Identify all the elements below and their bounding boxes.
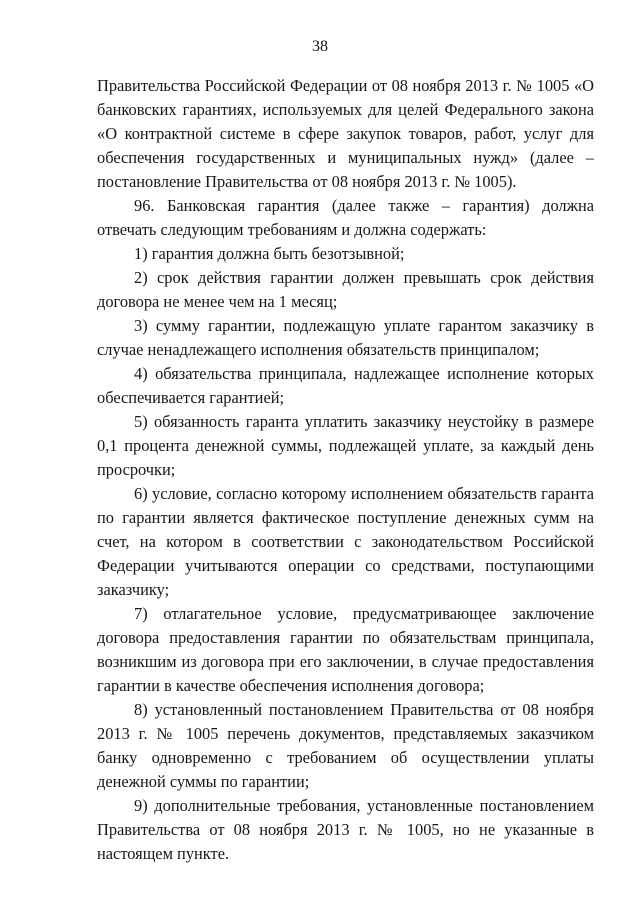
list-item-8: 8) установленный постановлением Правительства от 08 ноября 2013 г. № 1005 перечень документов, представляемых заказчиком банку одновременно с требованием об осуществлении уплаты денежной суммы по гарантии; — [97, 700, 594, 791]
list-item-6: 6) условие, согласно которому исполнением обязательств гаранта по гарантии является фактическое поступление денежных сумм на счет, на котором в соответствии с законодательством Российской Федерации учитываются операции со средствами, поступающими заказчику; — [97, 484, 594, 599]
list-item-2: 2) срок действия гарантии должен превышать срок действия договора не менее чем на 1 месяц; — [97, 268, 594, 311]
page-number: 38 — [312, 38, 328, 55]
list-item-5: 5) обязанность гаранта уплатить заказчику неустойку в размере 0,1 процента денежной суммы, подлежащей уплате, за каждый день просрочки; — [97, 412, 594, 479]
paragraph-continuation: Правительства Российской Федерации от 08 ноября 2013 г. № 1005 «О банковских гарантиях, используемых для целей Федерального закона «О контрактной системе в сфере закупок товаров, работ, услуг для обеспечения государственных и муниципальных нужд» (далее – постановление Правительства от 08 ноября 2013 г. № 1005). — [97, 76, 594, 191]
list-item-1: 1) гарантия должна быть безотзывной; — [134, 244, 405, 263]
list-item-4: 4) обязательства принципала, надлежащее исполнение которых обеспечивается гарантией; — [97, 364, 594, 407]
list-item-9: 9) дополнительные требования, установленные постановлением Правительства от 08 ноября 2013 г. № 1005, но не указанные в настоящем пункте. — [97, 796, 594, 863]
document-body — [97, 74, 594, 866]
paragraph-96: 96. Банковская гарантия (далее также – гарантия) должна отвечать следующим требованиям и должна содержать: — [97, 196, 594, 239]
list-item-3: 3) сумму гарантии, подлежащую уплате гарантом заказчику в случае ненадлежащего исполнения обязательств принципалом; — [97, 316, 594, 359]
list-item-7: 7) отлагательное условие, предусматривающее заключение договора предоставления гарантии по обязательствам принципала, возникшим из договора при его заключении, в случае предоставления гарантии в качестве обеспечения исполнения договора; — [97, 604, 594, 695]
